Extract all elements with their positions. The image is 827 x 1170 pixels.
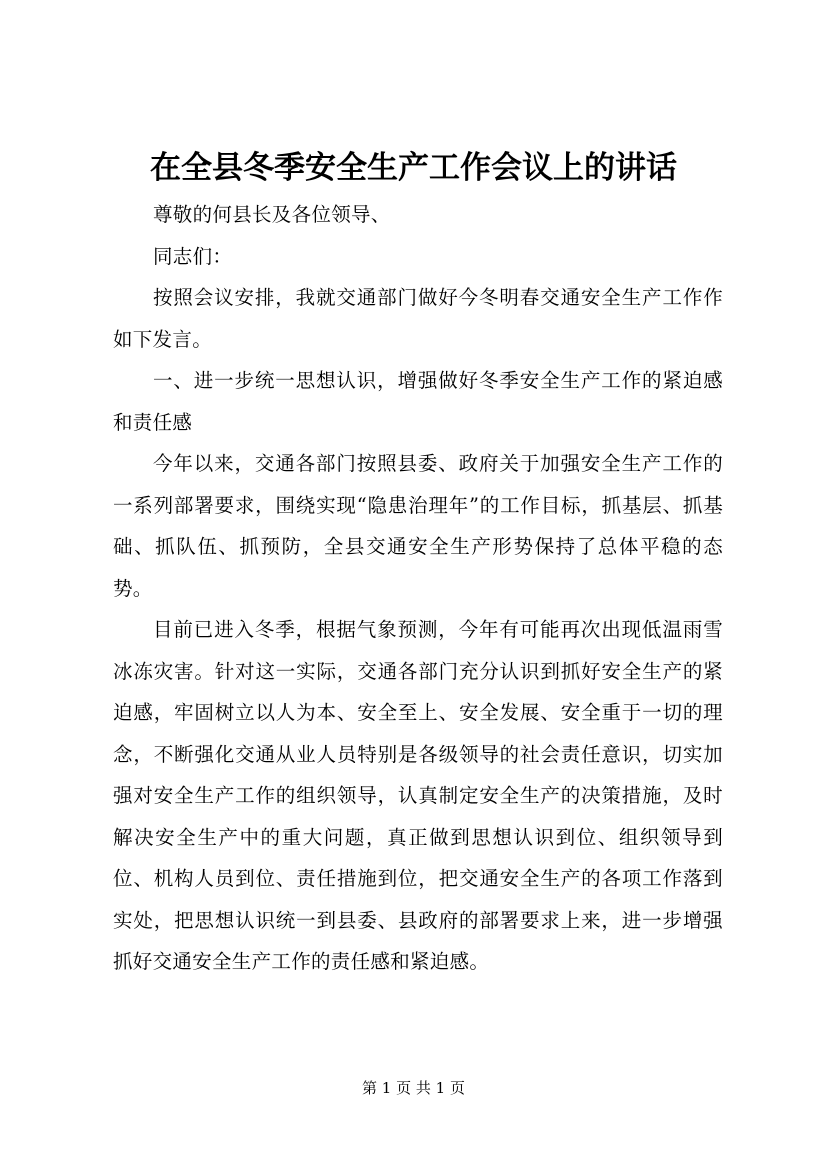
body-paragraph: 目前已进入冬季，根据气象预测，今年有可能再次出现低温雨雪冰冻灾害。针对这一实际，交通各部门充分认识到抓好安全生产的紧迫感，牢固树立以人为本、安全至上、安全发展、安全重于一切的理念，不断强化交通从业人员特别是各级领导的社会责任意识，切实加强对安全生产工作的组织领导，认真制定安全生产的决策措施，及时解决安全生产中的重大问题，真正做到思想认识到位、组织领导到位、机构人员到位、责任措施到位，把交通安全生产的各项工作落到实处，把思想认识统一到县委、县政府的部署要求上来，进一步增强抓好交通安全生产工作的责任感和紧迫感。: [113, 618, 723, 973]
salutation-line: 同志们：: [153, 244, 233, 268]
document-body: [113, 194, 723, 983]
section-heading: 一、进一步统一思想认识，增强做好冬季安全生产工作的紧迫感和责任感: [113, 369, 723, 434]
document-title: 在全县冬季安全生产工作会议上的讲话: [150, 150, 677, 186]
page-number-footer: 第 1 页 共 1 页: [362, 1079, 465, 1097]
body-paragraph: 今年以来，交通各部门按照县委、政府关于加强安全生产工作的一系列部署要求，围绕实现“隐患治理年”的工作目标，抓基层、抓基础、抓队伍、抓预防，全县交通安全生产形势保持了总体平稳的态势。: [113, 452, 723, 600]
salutation-line: 尊敬的何县长及各位领导、: [153, 203, 391, 226]
body-paragraph: 按照会议安排，我就交通部门做好今冬明春交通安全生产工作作如下发言。: [113, 286, 723, 351]
